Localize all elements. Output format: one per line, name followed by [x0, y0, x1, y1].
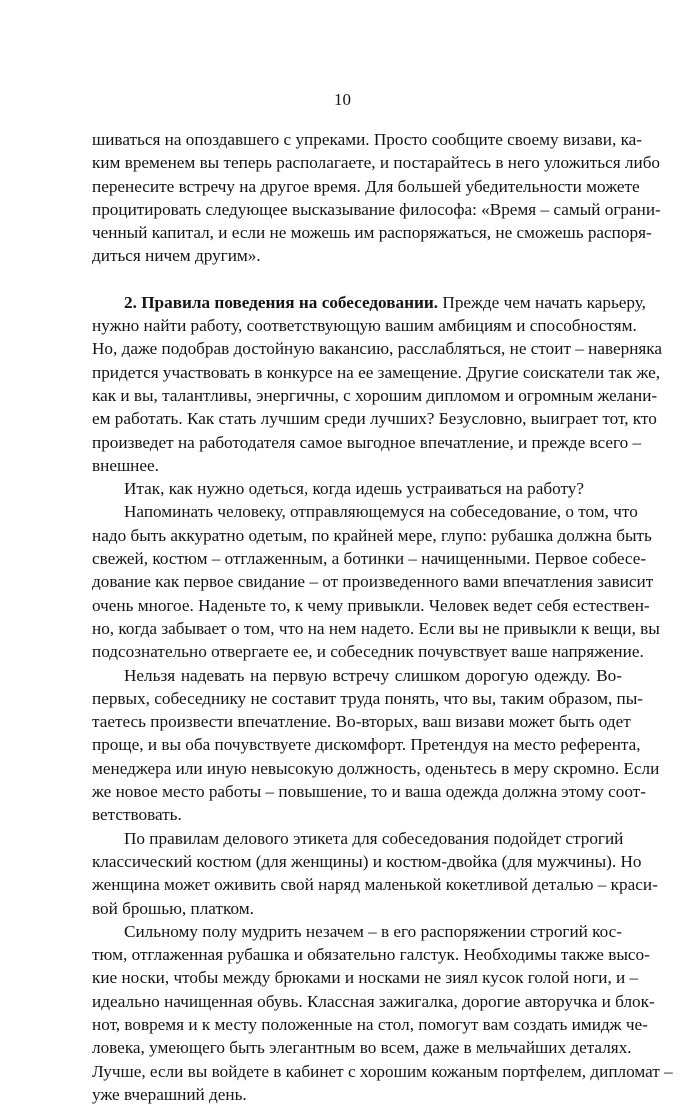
page-number: 10 — [334, 90, 351, 109]
paragraph-7 — [92, 920, 673, 1106]
text-line: произведет на работодателя самое выгодное впечатление, и прежде всего – — [92, 432, 642, 452]
text-line: ченный капитал, и если не можешь им распоряжаться, не сможешь распоря- — [92, 223, 652, 243]
text-line: очень многое. Наденьте то, к чему привыкли. Человек ведет себя естествен- — [92, 595, 650, 615]
text-line: Лучше, если вы войдете в кабинет с хорошим кожаным портфелем, дипломат – — [92, 1061, 673, 1081]
section-heading: 2. Правила поведения на собеседовании. — [124, 292, 439, 312]
paragraph-5 — [92, 664, 660, 827]
text-line: Сильному полу мудрить незачем – в его распоряжении строгий кос- — [124, 921, 623, 941]
text-line: дование как первое свидание – от произведенного вами впечатления зависит — [92, 572, 654, 592]
text-line: ким временем вы теперь располагаете, и постарайтесь в него уложиться либо — [92, 153, 661, 173]
heading-continuation: Прежде чем начать карьеру, — [438, 292, 646, 312]
text-line: вой брошью, платком. — [92, 898, 254, 918]
text-line: ем работать. Как стать лучшим среди лучших? Безусловно, выиграет тот, кто — [92, 409, 657, 429]
text-line: классический костюм (для женщины) и костюм-двойка (для мужчины). Но — [92, 851, 642, 871]
text-line: проще, и вы оба почувствуете дискомфорт. Претендуя на место референта, — [92, 735, 641, 755]
paragraph-3 — [92, 477, 622, 500]
text-line: нужно найти работу, соответствующую вашим амбициям и способностям. — [92, 316, 637, 336]
text-line: как и вы, талантливы, энергичны, с хорошим дипломом и огромным желани- — [92, 385, 658, 405]
text-line: ловека, умеющего быть элегантным во всем, даже в мельчайших деталях. — [92, 1038, 632, 1058]
text-line: перенесите встречу на другое время. Для большей убедительности можете — [92, 176, 640, 196]
text-line: Нельзя надевать на первую встречу слишком дорогую одежду. Во- — [124, 665, 622, 685]
text-line: нот, вовремя и к месту положенные на стол, помогут вам создать имидж че- — [92, 1014, 648, 1034]
text-line: таетесь произвести впечатление. Во-вторых, ваш визави может быть одет — [92, 712, 631, 732]
text-line: идеально начищенная обувь. Классная зажигалка, дорогие авторучка и блок- — [92, 991, 655, 1011]
text-line: менеджера или иную невысокую должность, оденьтесь в меру скромно. Если — [92, 758, 660, 778]
text-line: Но, даже подобрав достойную вакансию, расслабляться, не стоит – наверняка — [92, 339, 663, 359]
text-line: тюм, отглаженная рубашка и обязательно галстук. Необходимы также высо- — [92, 945, 650, 965]
text-line: уже вчерашний день. — [92, 1084, 247, 1104]
text-line: внешнее. — [92, 455, 159, 475]
text-line: женщина может оживить свой наряд маленькой кокетливой деталью – краси- — [92, 875, 658, 895]
text-line: же новое место работы – повышение, то и ваша одежда должна этому соот- — [92, 782, 646, 802]
text-line: Итак, как нужно одеться, когда идешь устраиваться на работу? — [124, 479, 585, 499]
text-line: шиваться на опоздавшего с упреками. Просто сообщите своему визави, ка- — [92, 130, 643, 149]
paragraph-6 — [92, 827, 658, 920]
text-line: процитировать следующее высказывание философа: «Время – самый ограни- — [92, 199, 661, 219]
text-line: подсознательно отвергаете ее, и собеседник почувствует ваше напряжение. — [92, 642, 644, 662]
text-line: надо быть аккуратно одетым, по крайней мере, глупо: рубашка должна быть — [92, 525, 652, 545]
text-line: придется участвовать в конкурсе на ее замещение. Другие соискатели так же, — [92, 362, 661, 382]
paragraph-gap — [92, 268, 622, 291]
text-line: кие носки, чтобы между брюками и носками не зиял кусок голой ноги, и – — [92, 968, 639, 988]
text-line: но, когда забывает о том, что на нем надето. Если вы не привыкли к вещи, вы — [92, 618, 660, 638]
text-line: свежей, костюм – отглаженным, а ботинки – начищенными. Первое собесе- — [92, 549, 647, 569]
text-line: По правилам делового этикета для собеседования подойдет строгий — [124, 828, 624, 848]
text-line — [92, 291, 646, 314]
paragraph-2 — [92, 291, 663, 477]
text-line: диться ничем другим». — [92, 246, 261, 266]
paragraph-1 — [92, 128, 661, 268]
text-line: ветствовать. — [92, 805, 182, 825]
body-text — [92, 128, 673, 1106]
paragraph-4 — [92, 500, 660, 663]
text-line: Напоминать человеку, отправляющемуся на собеседование, о том, что — [124, 502, 638, 522]
text-line: первых, собеседнику не составит труда понять, что вы, таким образом, пы- — [92, 688, 644, 708]
